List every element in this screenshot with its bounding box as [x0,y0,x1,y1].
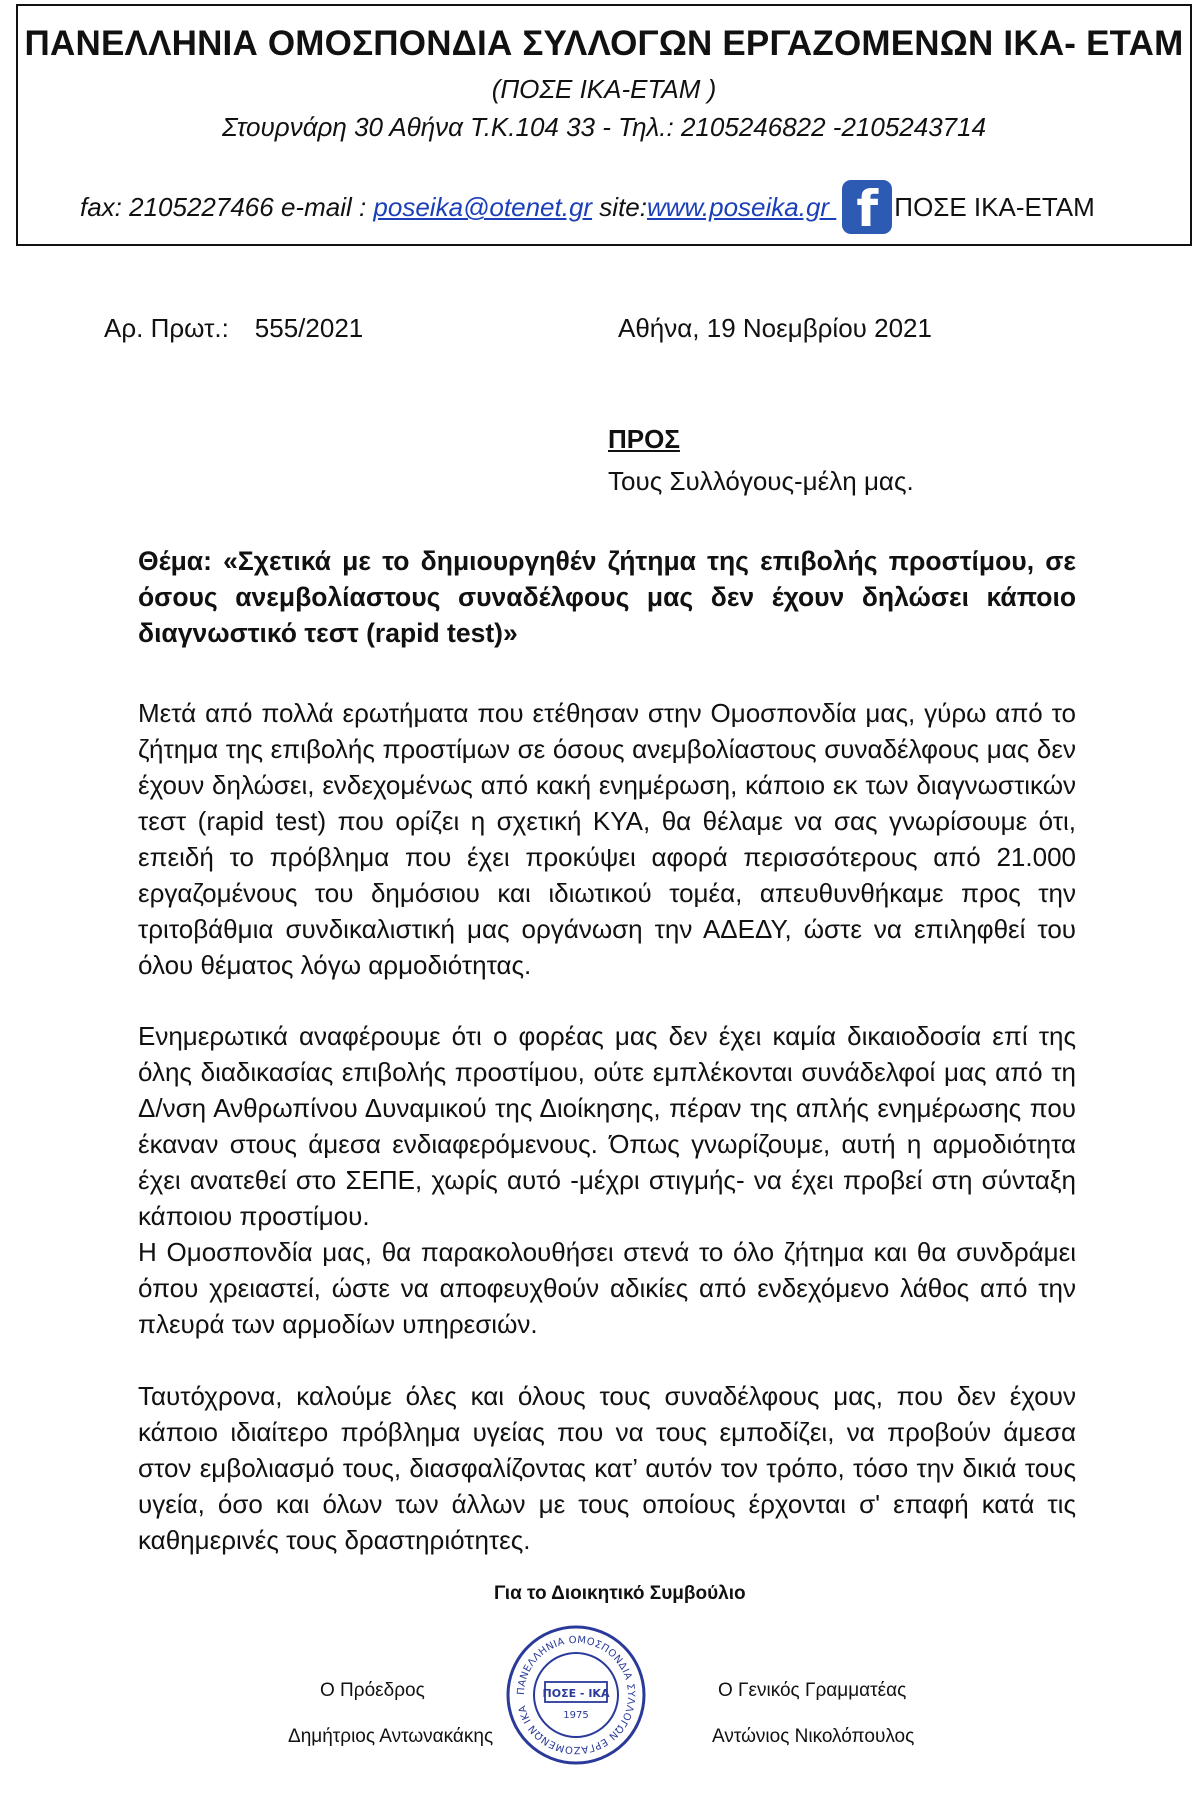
facebook-icon[interactable]: f [842,180,892,234]
protocol-value: 555/2021 [254,313,364,343]
document-date: Αθήνα, 19 Νοεμβρίου 2021 [618,313,932,343]
contact-line [80,180,1095,238]
secretary-name: Αντώνιος Νικολόπουλος [712,1726,915,1747]
fax-email-label: fax: 2105227466 e-mail : [80,192,374,222]
recipient-label: ΠΡΟΣ [608,424,680,454]
president-title: Ο Πρόεδρος [320,1680,425,1701]
organization-address: Στουρνάρη 30 Αθήνα Τ.Κ.104 33 - Τηλ.: 2105246822 -2105243714 [221,112,987,142]
letterhead [16,4,1192,246]
body-paragraph-1: Μετά από πολλά ερωτήματα που ετέθησαν στην Ομοσπονδία μας, γύρω από το ζήτημα της επιβολής προστίμων σε όσους ανεμβολίαστους συναδέλφους μας δεν έχουν δηλώσει, ενδεχομένως από κακή ενημέρωση, κάποιο εκ των διαγνωστικών τεστ (rapid test) που ορίζει η σχετική ΚΥΑ, θα θέλαμε να σας γνωρίσουμε ότι, επειδή το πρόβλημα που έχει προκύψει αφορά περισσότερους από 21.000 εργαζομένους του δημόσιου και ιδιωτικού τομέα, απευθυνθήκαμε προς την τριτοβάθμια συνδικαλιστική μας οργάνωση την ΑΔΕΔΥ, ώστε να επιληφθεί του όλου θέματος λόγω αρμοδιότητας. [138,698,1076,980]
organization-acronym: (ΠΟΣΕ ΙΚΑ-ΕΤΑΜ ) [491,74,717,104]
seal-center-text: ΠΟΣΕ - ΙΚΑ [542,1687,610,1700]
site-label: site: [592,192,647,222]
president-name: Δημήτριος Αντωνακάκης [288,1726,494,1747]
body-paragraph-3: Η Ομοσπονδία μας, θα παρακολουθήσει στενά το όλο ζήτημα και θα συνδράμει όπου χρειαστεί, ώστε να αποφευχθούν αδικίες από ενδεχόμενο λάθος από την πλευρά των αρμοδίων υπηρεσιών. [138,1237,1076,1339]
subject-heading: Θέμα: «Σχετικά με το δημιουργηθέν ζήτημα της επιβολής προστίμου, σε όσους ανεμβολίαστους συναδέλφους μας δεν έχουν δηλώσει κάποιο διαγνωστικό τεστ (rapid test)» [138,546,1076,648]
protocol-number [104,313,363,344]
body-paragraph-2: Ενημερωτικά αναφέρουμε ότι ο φορέας μας δεν έχει καμία δικαιοδοσία επί της όλης διαδικασίας επιβολής προστίμου, ούτε εμπλέκονται συνάδελφοί μας από τη Δ/νση Ανθρωπίνου Δυναμικού της Διοίκησης, πέραν της απλής ενημέρωσης που έκαναν στους άμεσα ενδιαφερόμενους. Όπως γνωρίζουμε, αυτή η αρμοδιότητα έχει ανατεθεί στο ΣΕΠΕ, χωρίς αυτό -μέχρι στιγμής- να έχει προβεί στη σύνταξη κάποιου προστίμου. [138,1021,1076,1231]
secretary-title: Ο Γενικός Γραμματέας [718,1680,907,1701]
signature-block [0,1560,1200,1820]
website-link[interactable]: www.poseika.gr [646,192,837,222]
official-seal-icon [505,1624,647,1766]
for-board-label: Για το Διοικητικό Συμβούλιο [494,1583,746,1604]
facebook-page-name: ΠΟΣΕ ΙΚΑ-ΕΤΑΜ [894,192,1095,222]
protocol-label: Αρ. Πρωτ.: [104,313,229,343]
organization-name: ΠΑΝΕΛΛΗΝΙΑ ΟΜΟΣΠΟΝΔΙΑ ΣΥΛΛΟΓΩΝ ΕΡΓΑΖΟΜΕΝΩΝ ΙΚΑ- ΕΤΑΜ [24,24,1184,63]
seal-year: 1975 [563,1710,589,1721]
email-link[interactable]: poseika@otenet.gr [373,192,593,222]
seal-ring-text: ΠΑΝΕΛΛΗΝΙΑ ΟΜΟΣΠΟΝΔΙΑ ΣΥΛΛΟΓΩΝ ΕΡΓΑΖΟΜΕΝΩΝ ΙΚΑ [515,1634,637,1756]
body-paragraph-4: Ταυτόχρονα, καλούμε όλες και όλους τους συναδέλφους μας, που δεν έχουν κάποιο ιδιαίτερο πρόβλημα υγείας που να τους εμποδίζει, να προβούν άμεσα στον εμβολιασμό τους, διασφαλίζοντας κατ’ αυτόν τον τρόπο, τόσο την δικιά τους υγεία, όσο και όλων των άλλων με τους οποίους έρχονται σ' επαφή κατά τις καθημερινές τους δραστηριότητες. [138,1381,1076,1555]
recipient-value: Τους Συλλόγους-μέλη μας. [608,466,914,496]
